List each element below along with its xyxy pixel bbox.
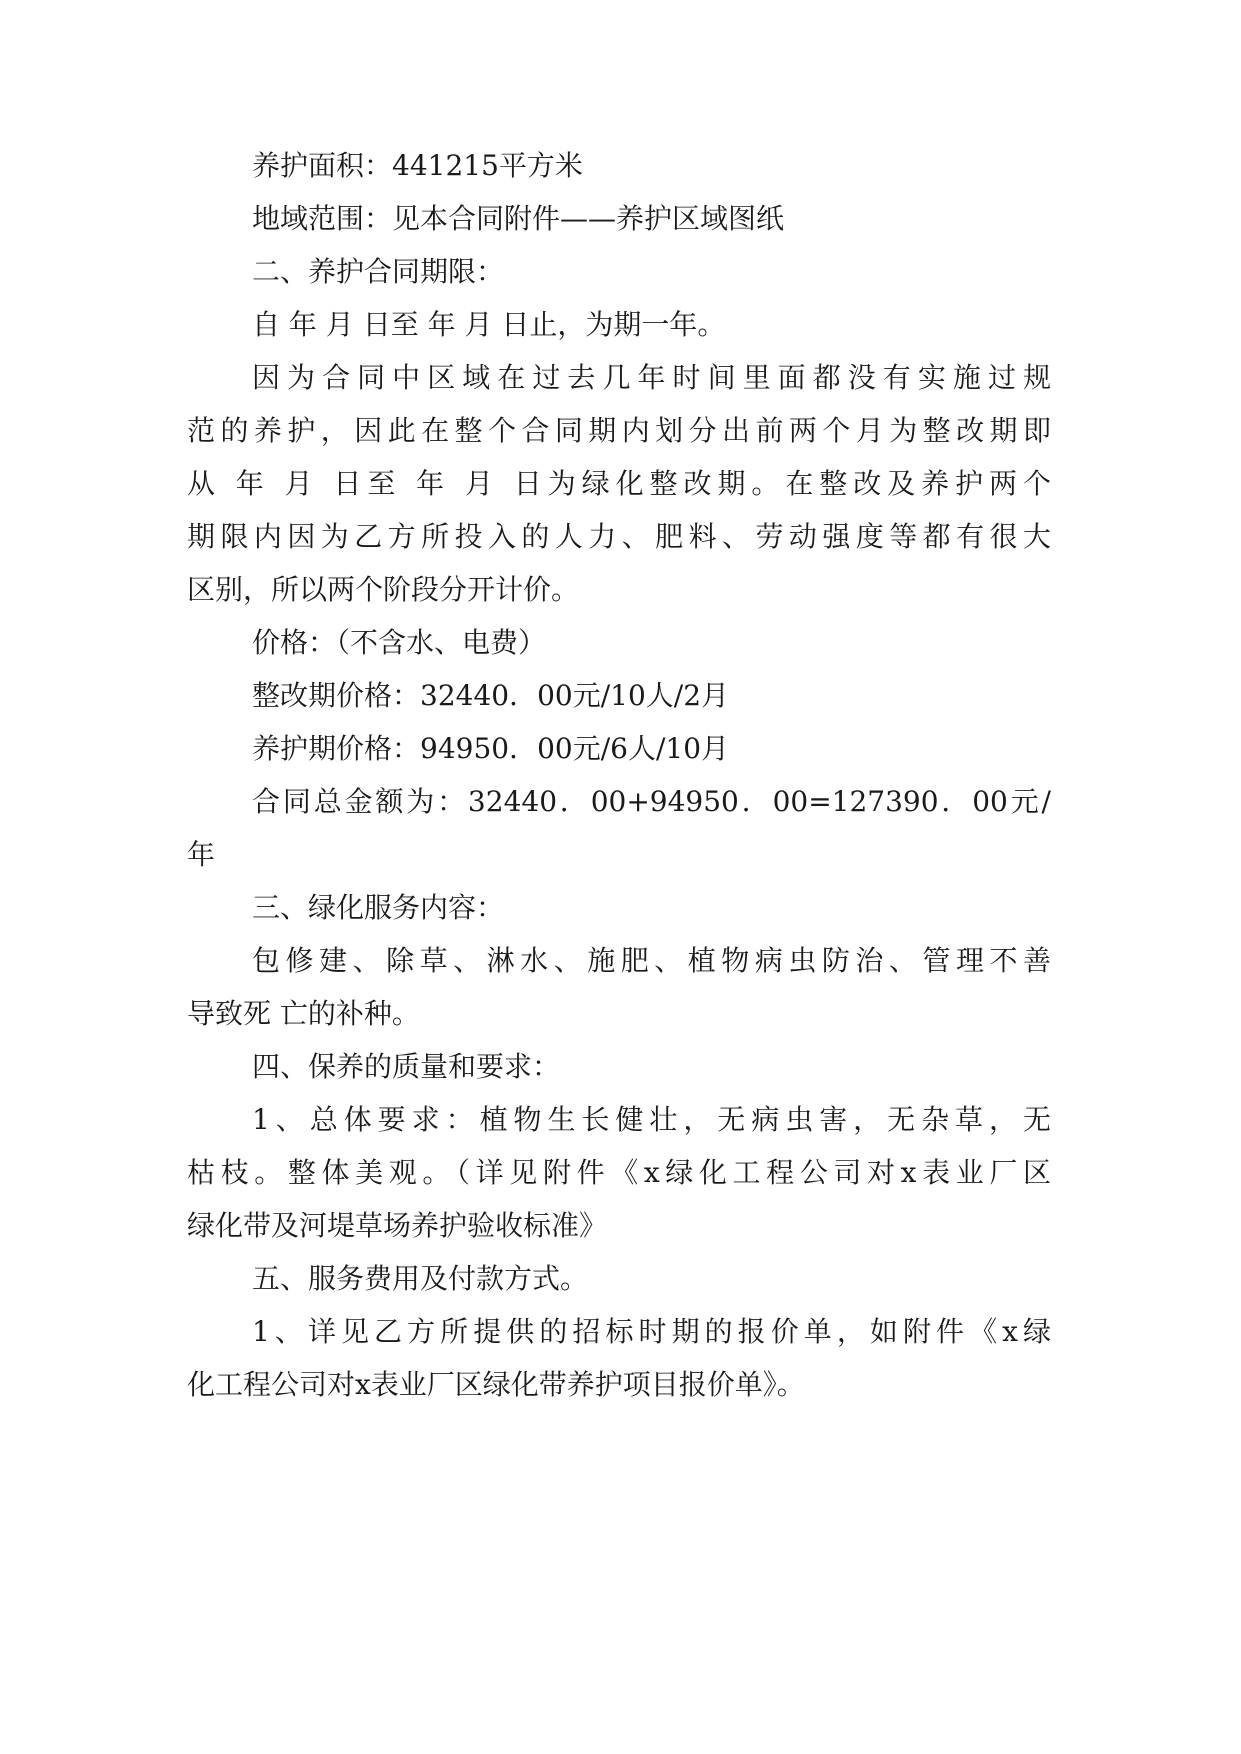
line-total-amount-cont: 年 bbox=[187, 838, 216, 871]
paragraph-rectification-line-3: 从 年 月 日至 年 月 日为绿化整改期。在整改及养护两个 bbox=[187, 467, 1051, 500]
section-heading-service-content: 三、绿化服务内容： bbox=[252, 891, 505, 924]
section-heading-payment: 五、服务费用及付款方式。 bbox=[252, 1262, 589, 1295]
paragraph-rectification-line-2: 范的养护，因此在整个合同期内划分出前两个月为整改期即 bbox=[187, 414, 1051, 447]
section-heading-quality: 四、保养的质量和要求： bbox=[252, 1050, 561, 1083]
line-price-heading: 价格：（不含水、电费） bbox=[252, 626, 547, 659]
line-rectification-price: 整改期价格：32440．00元/10人/2月 bbox=[252, 679, 730, 712]
line-service-content-1: 包修建、除草、淋水、施肥、植物病虫防治、管理不善 bbox=[252, 944, 1051, 977]
line-area-scope: 地域范围：见本合同附件——养护区域图纸 bbox=[252, 202, 785, 235]
line-quality-2: 枯枝。整体美观。（详见附件《x绿化工程公司对x表业厂区 bbox=[187, 1156, 1051, 1189]
paragraph-rectification-line-5: 区别，所以两个阶段分开计价。 bbox=[187, 573, 580, 606]
paragraph-rectification-line-4: 期限内因为乙方所投入的人力、肥料、劳动强度等都有很大 bbox=[187, 520, 1051, 553]
line-maintenance-price: 养护期价格：94950．00元/6人/10月 bbox=[252, 732, 730, 765]
line-maintenance-area: 养护面积：441215平方米 bbox=[252, 149, 583, 182]
line-quality-3: 绿化带及河堤草场养护验收标准》 bbox=[187, 1209, 608, 1242]
line-payment-2: 化工程公司对x表业厂区绿化带养护项目报价单》。 bbox=[187, 1368, 805, 1401]
line-payment-1: 1、详见乙方所提供的招标时期的报价单，如附件《x绿 bbox=[252, 1315, 1051, 1348]
line-period-dates: 自 年 月 日至 年 月 日止，为期一年。 bbox=[252, 308, 726, 341]
section-heading-contract-period: 二、养护合同期限： bbox=[252, 255, 505, 288]
line-service-content-2: 导致死 亡的补种。 bbox=[187, 997, 420, 1030]
line-total-amount: 合同总金额为：32440．00+94950．00=127390．00元/ bbox=[252, 785, 1051, 818]
paragraph-rectification-line-1: 因为合同中区域在过去几年时间里面都没有实施过规 bbox=[252, 361, 1051, 394]
line-quality-1: 1、总体要求：植物生长健壮，无病虫害，无杂草，无 bbox=[252, 1103, 1051, 1136]
